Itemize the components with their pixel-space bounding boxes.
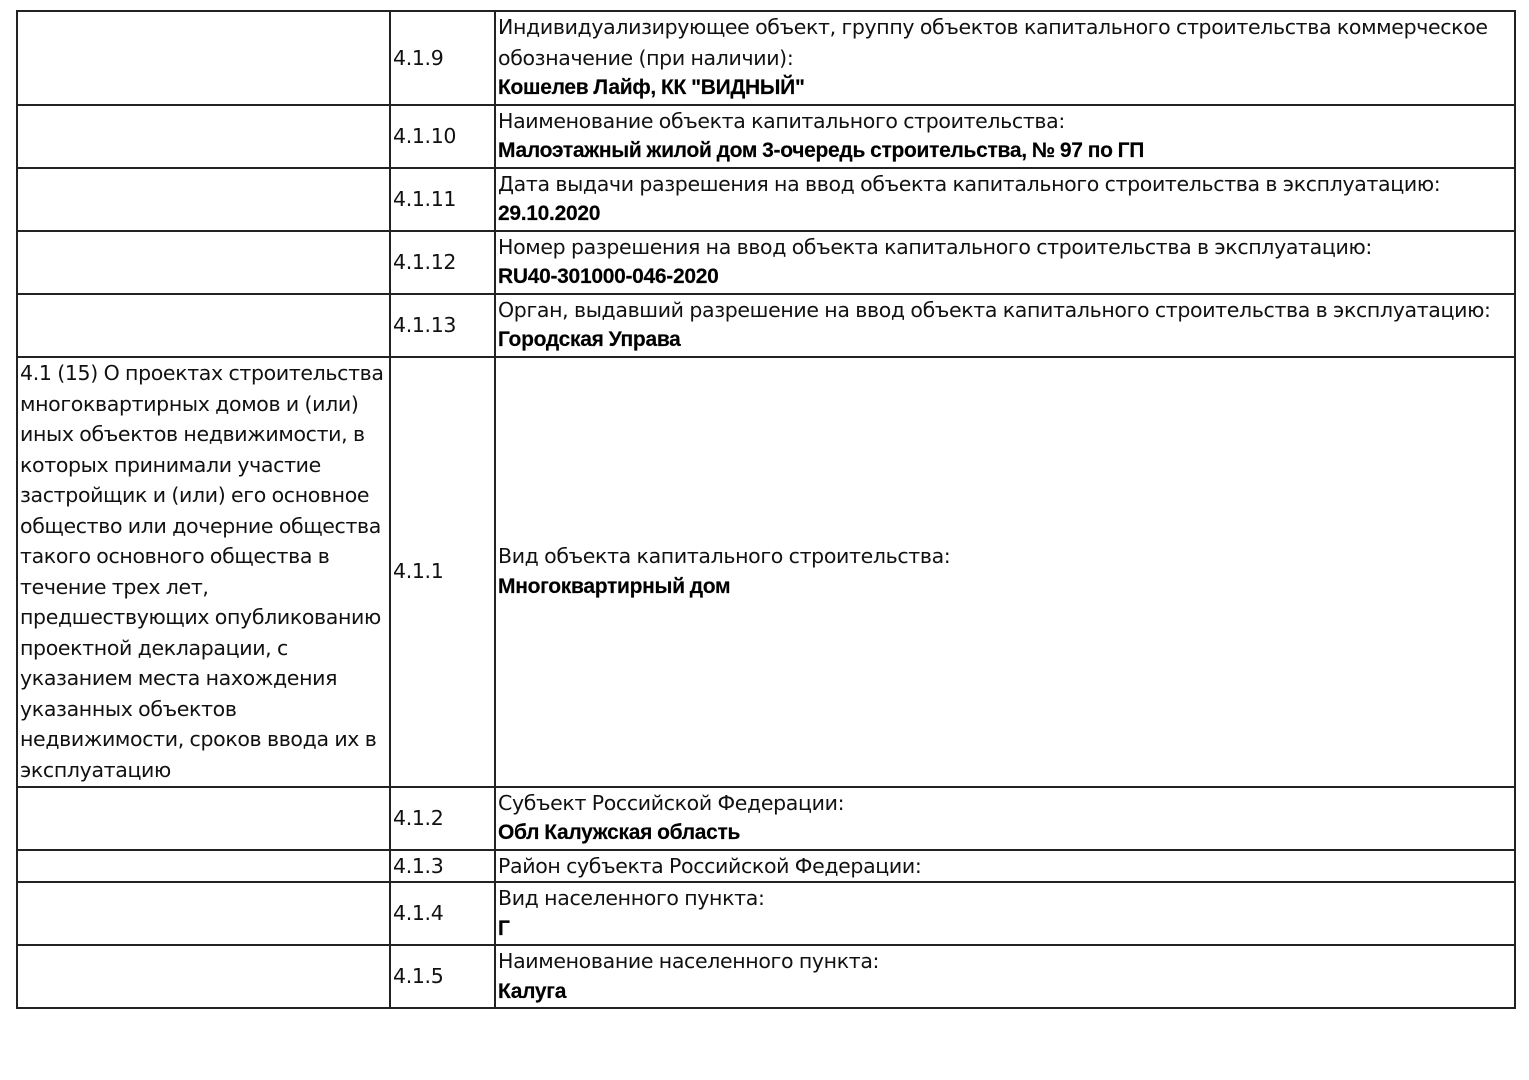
table-row [17,882,1515,945]
item-value: Малоэтажный жилой дом 3-очередь строительства, № 97 по ГП [498,139,1145,162]
item-number: 4.1.4 [390,882,495,945]
item-description [495,168,1515,231]
item-description [495,294,1515,357]
table-row [17,850,1515,883]
item-label: Дата выдачи разрешения на ввод объекта капитального строительства в эксплуатацию: [498,171,1441,196]
item-number: 4.1.5 [390,945,495,1008]
item-label: Вид населенного пункта: [498,886,765,910]
table-row [17,787,1515,850]
table-row [17,945,1515,1008]
section-cell [17,105,390,168]
item-value: Кошелев Лайф, КК "ВИДНЫЙ" [498,76,805,99]
table-row [17,11,1515,105]
item-value: Г [498,916,510,940]
item-value: 29.10.2020 [498,202,601,225]
item-number: 4.1.12 [390,231,495,294]
item-description [495,11,1515,105]
item-value: Калуга [498,979,567,1003]
section-cell [17,231,390,294]
item-description [495,357,1515,787]
table-row [17,168,1515,231]
table-row [17,357,1515,787]
item-description [495,787,1515,850]
section-cell [17,882,390,945]
declaration-table [16,10,1516,1009]
item-value: Городская Управа [498,328,681,351]
item-number: 4.1.3 [390,850,495,883]
section-cell [17,945,390,1008]
item-number: 4.1.10 [390,105,495,168]
item-description [495,850,1515,883]
item-label: Наименование населенного пункта: [498,949,880,973]
table-row [17,231,1515,294]
section-cell [17,850,390,883]
item-number: 4.1.2 [390,787,495,850]
item-number: 4.1.1 [390,357,495,787]
section-cell [17,294,390,357]
table-row [17,105,1515,168]
item-number: 4.1.13 [390,294,495,357]
item-label: Орган, выдавший разрешение на ввод объекта капитального строительства в эксплуатацию: [498,297,1491,322]
item-number: 4.1.9 [390,11,495,105]
item-label: Наименование объекта капитального строительства: [498,108,1065,133]
item-number: 4.1.11 [390,168,495,231]
item-description [495,105,1515,168]
item-label: Вид объекта капитального строительства: [498,544,951,568]
item-label: Индивидуализирующее объект, группу объектов капитального строительства коммерческое обозначение (при наличии): [498,15,1488,70]
item-value: RU40-301000-046-2020 [498,265,719,288]
item-label: Район субъекта Российской Федерации: [498,853,922,878]
item-value: Обл Калужская область [498,821,741,844]
item-description [495,231,1515,294]
section-cell [17,168,390,231]
section-heading: 4.1 (15) О проектах строительства многоквартирных домов и (или) иных объектов недвижимости, в которых принимали участие застройщик и (или) его основное общество или дочерние общества такого основного общества в течение трех лет, предшествующих опубликованию проектной декларации, с указанием места нахождения указанных объектов недвижимости, сроков ввода их в эксплуатацию [17,357,390,787]
section-cell [17,11,390,105]
item-description [495,882,1515,945]
table-row [17,294,1515,357]
section-cell [17,787,390,850]
item-value: Многоквартирный дом [498,574,731,598]
item-label: Субъект Российской Федерации: [498,790,845,815]
item-description [495,945,1515,1008]
item-label: Номер разрешения на ввод объекта капитального строительства в эксплуатацию: [498,234,1372,259]
